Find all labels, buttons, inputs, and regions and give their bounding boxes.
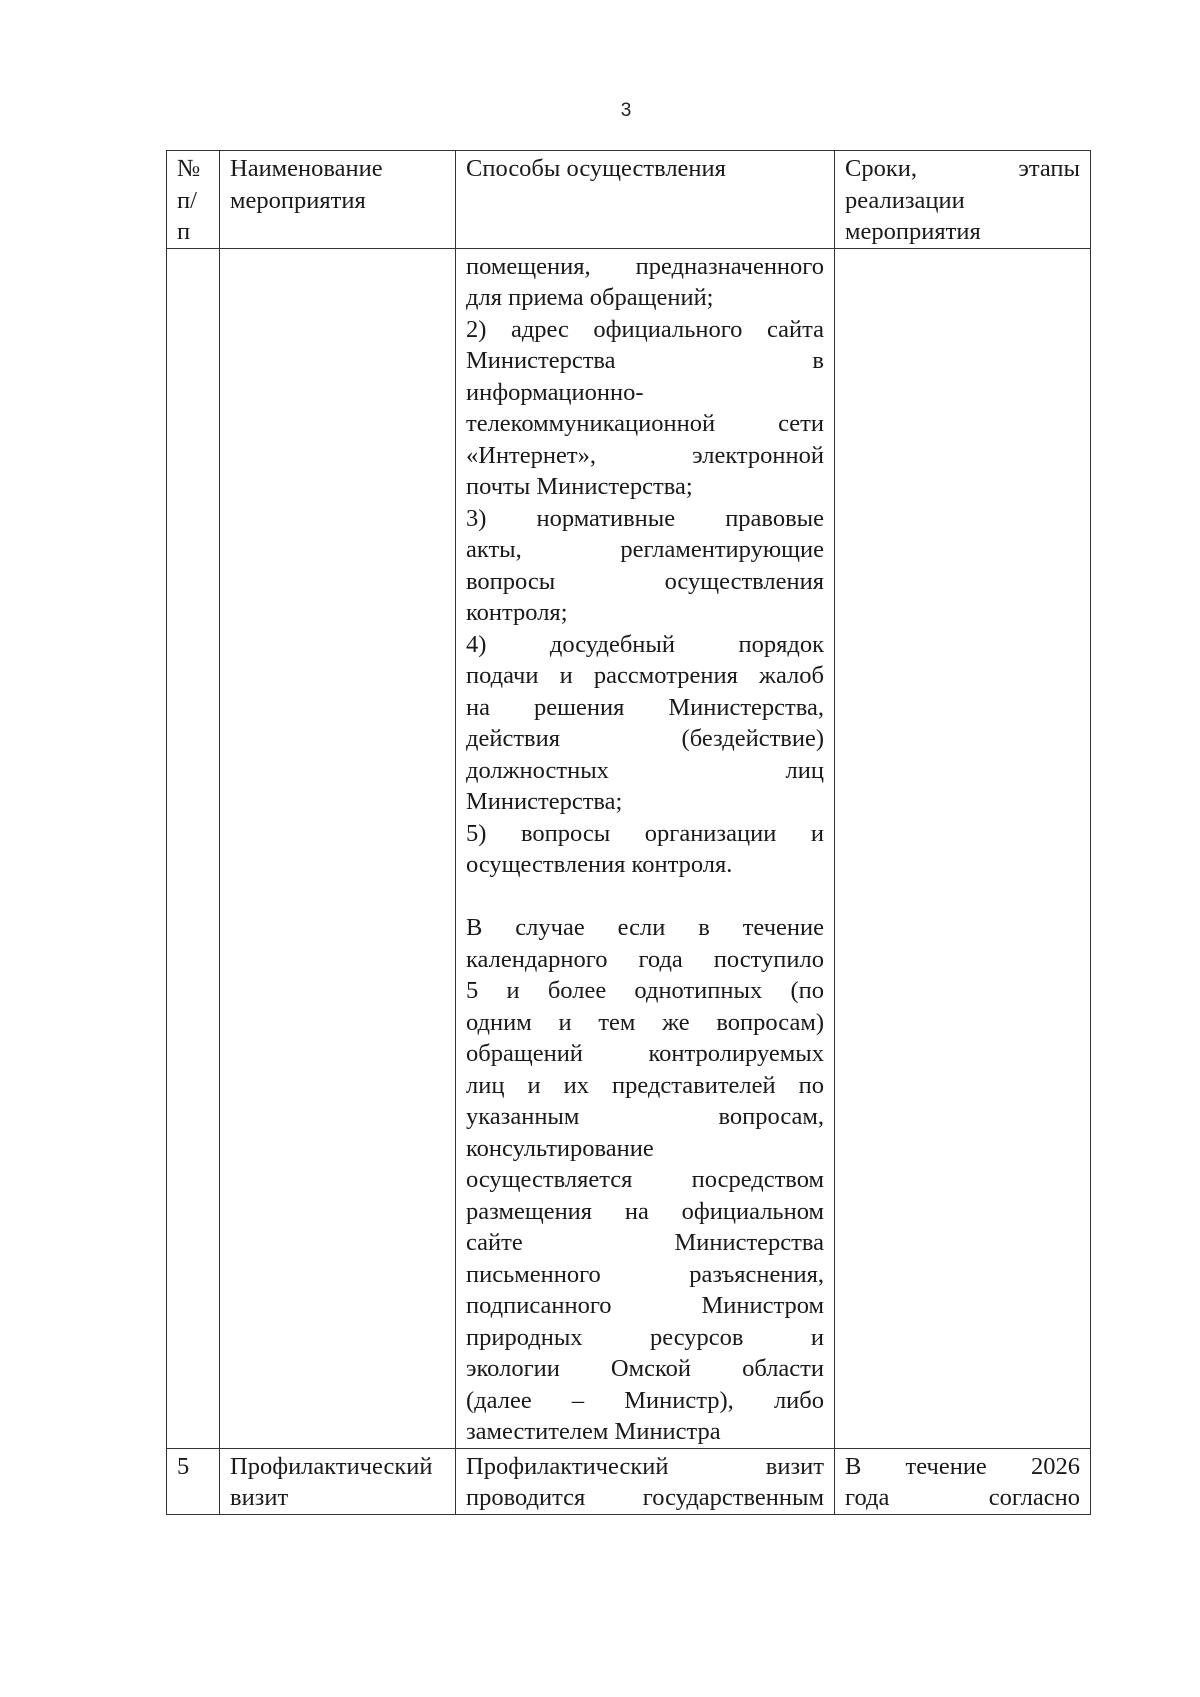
cell-terms-line2: года согласно [845,1484,1080,1511]
header-number [167,151,220,249]
method-text-line: одним и тем же вопросам) [466,1008,824,1036]
method-text-line: Министерства; [466,788,623,815]
method-text-line: заместителем Министра [466,1418,721,1445]
method-text-line: письменного разъяснения, [466,1260,824,1288]
cell-methods-line2: проводится государственным [466,1484,824,1511]
method-text-line: размещения на официальном [466,1197,824,1225]
method-text-line: 3) нормативные правовые [466,504,824,532]
table-row [167,1448,1091,1514]
method-text-line: (далее – Министр), либо [466,1386,824,1414]
header-terms-line2: реализации [845,186,965,214]
method-text-line: должностных лиц [466,756,824,784]
method-text-line: подписанного Министром [466,1292,824,1319]
method-text-line: 5 и более однотипных (по [466,977,824,1004]
method-text-line: для приема обращений; [466,284,714,311]
method-text-line: «Интернет», электронной [466,441,824,469]
header-terms-line3: мероприятия [845,218,981,245]
cell-methods-line1: Профилактический визит [466,1452,824,1480]
method-text-line: акты, регламентирующие [466,536,824,563]
measures-table [166,150,1091,1515]
method-text-line: подачи и рассмотрения жалоб [466,662,824,689]
method-text-line: лиц и их представителей по [466,1071,824,1099]
cell-measure-name-line1: Профилактический [230,1452,433,1480]
cell-terms [835,1448,1091,1514]
header-number-line3: п [177,218,191,245]
method-text-line: сайте Министерства [466,1229,824,1256]
cell-measure-name [220,1448,456,1514]
method-text-line: природных ресурсов и [466,1323,824,1351]
method-text-line: 2) адрес официального сайта [466,315,824,343]
cell-terms-empty [835,248,1091,1448]
method-text-line: действия (бездействие) [466,725,824,752]
method-text-line: экологии Омской области [466,1355,824,1382]
method-text-line: указанным вопросам, [466,1103,824,1130]
method-text-line: 5) вопросы организации и [466,819,824,847]
method-text-line: календарного года поступило [466,945,824,973]
header-measure-name [220,151,456,249]
cell-number-empty [167,248,220,1448]
method-text-line: на решения Министерства, [466,693,824,721]
method-text-line: помещения, предназначенного [466,252,824,280]
header-number-line1: № [177,155,201,182]
methods-paragraph-consulting [466,912,824,1448]
paragraph-gap [466,881,824,913]
method-text-line: обращений контролируемых [466,1040,824,1067]
header-number-line2: п/ [177,186,197,214]
cell-name-empty [220,248,456,1448]
table-row-continuation [167,248,1091,1448]
methods-paragraph-list [466,251,824,881]
method-text-line: В случае если в течение [466,914,824,941]
method-text-line: почты Министерства; [466,473,693,500]
method-text-line: информационно- [466,378,644,406]
cell-methods-continuation [456,248,835,1448]
method-text-line: осуществления контроля. [466,851,733,878]
method-text-line: контроля; [466,599,568,626]
method-text-line: Министерства в [466,347,824,374]
page-number: 3 [620,100,632,121]
table-header-row [167,151,1091,249]
header-measure-name-line2: мероприятия [230,186,366,214]
cell-measure-name-line2: визит [230,1484,289,1511]
cell-methods [456,1448,835,1514]
header-methods: Способы осуществления [456,151,835,249]
header-terms [835,151,1091,249]
header-terms-line1: Сроки, этапы [845,155,1080,182]
method-text-line: вопросы осуществления [466,567,824,595]
method-text-line: телекоммуникационной сети [466,410,824,437]
header-measure-name-line1: Наименование [230,155,383,182]
method-text-line: консультирование [466,1134,654,1162]
method-text-line: осуществляется посредством [466,1166,824,1193]
method-text-line: 4) досудебный порядок [466,630,824,658]
cell-number: 5 [167,1448,220,1514]
cell-terms-line1: В течение 2026 [845,1452,1080,1480]
